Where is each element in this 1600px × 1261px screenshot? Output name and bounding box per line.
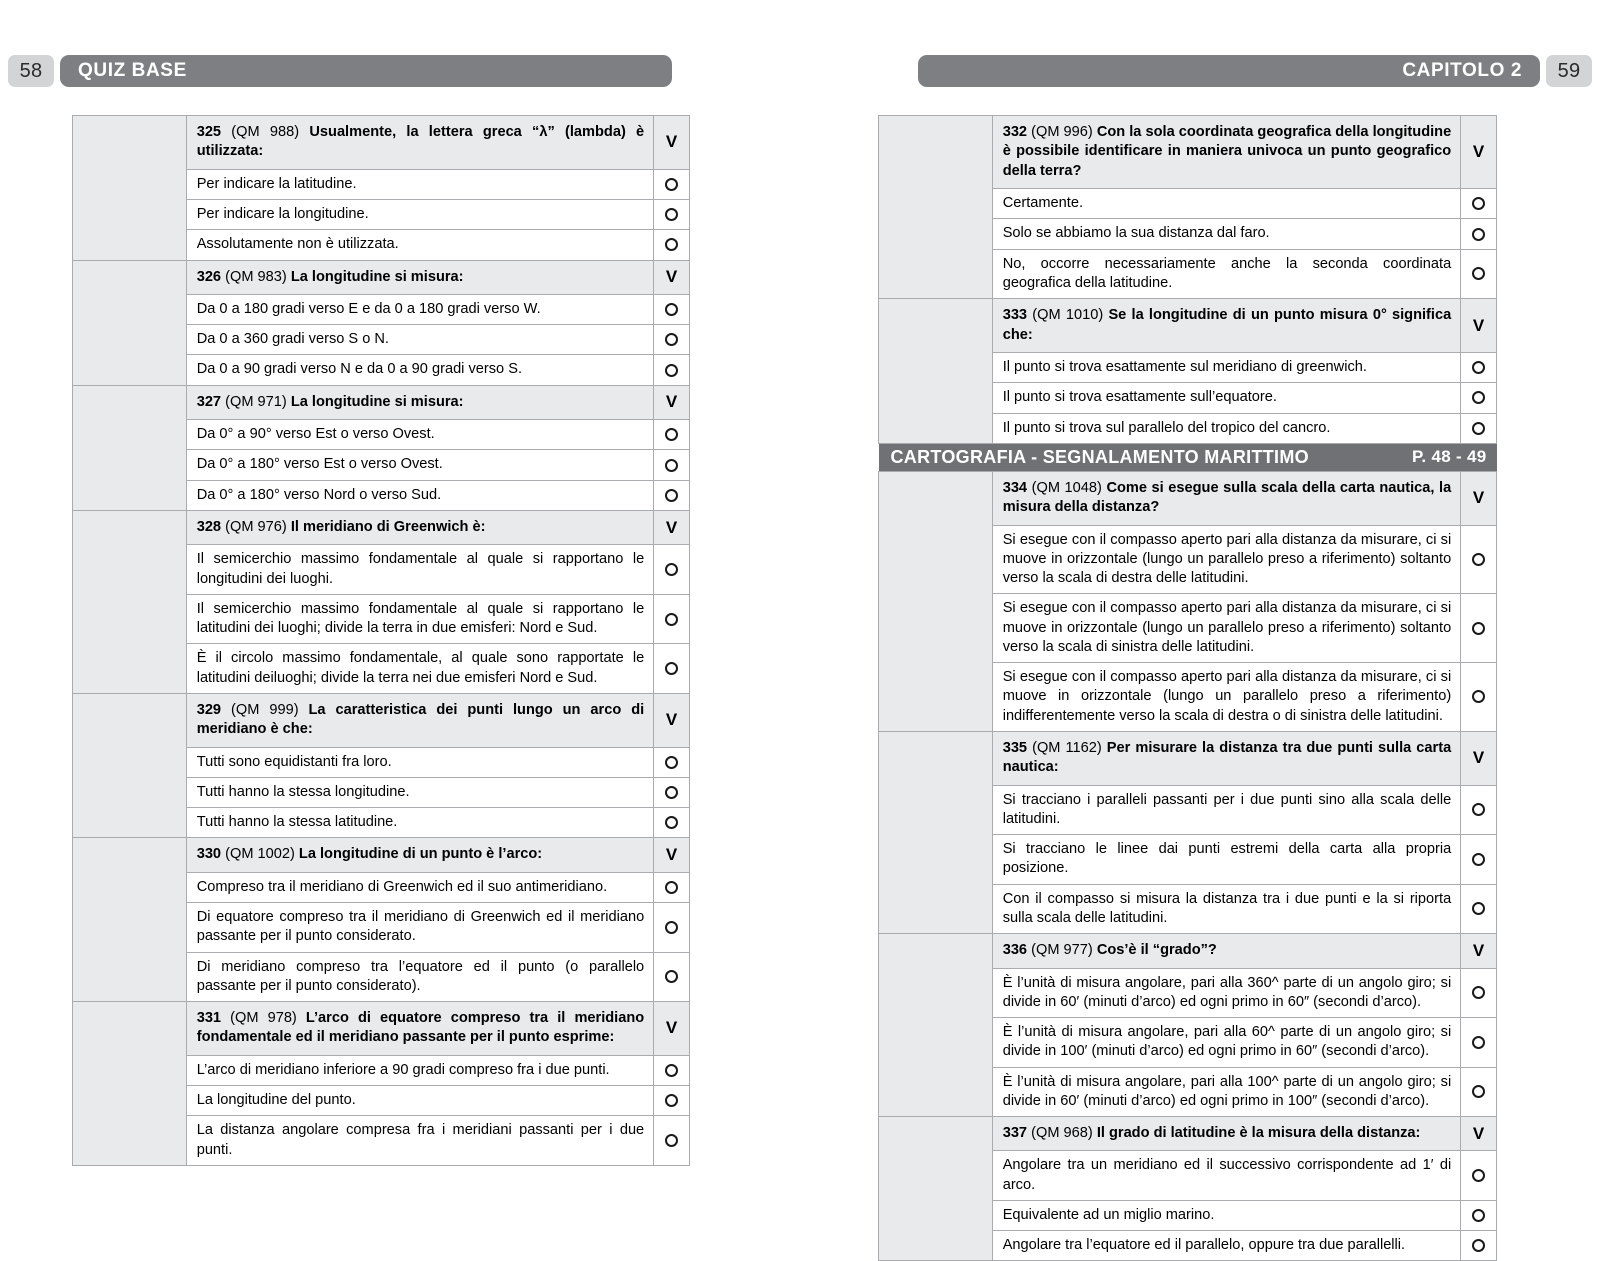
question-code: (QM 978) (221, 1010, 306, 1026)
answer-option-circle[interactable] (1461, 413, 1497, 443)
question-number: 331 (196, 1010, 222, 1026)
answer-option-circle[interactable] (654, 480, 690, 510)
answer-key-marker: V (654, 260, 690, 294)
notes-cell[interactable] (879, 1117, 993, 1261)
question-statement: Con la sola coordinata geografica della longitudine è possibile identificare in maniera univoca un punto geografico della terra? (1002, 124, 1452, 179)
answer-text: Da 0 a 90 gradi verso N e da 0 a 90 gradi verso S. (186, 355, 653, 385)
question-statement: La longitudine si misura: (290, 393, 464, 410)
notes-cell[interactable] (73, 838, 187, 1002)
answer-option-circle[interactable] (1461, 1200, 1497, 1230)
answer-option-circle[interactable] (654, 644, 690, 694)
question-code: (QM 976) (221, 518, 291, 535)
answer-key-marker: V (1461, 299, 1497, 353)
answer-text: Da 0 a 180 gradi verso E e da 0 a 180 gradi verso W. (186, 294, 653, 324)
question-statement: Il meridiano di Greenwich è: (290, 518, 486, 535)
circle-icon[interactable] (665, 364, 678, 377)
question-row (879, 299, 1497, 353)
circle-icon[interactable] (1472, 1169, 1485, 1182)
answer-text: Il punto si trova esattamente sul meridiano di greenwich. (992, 353, 1461, 383)
page-right (800, 0, 1600, 1254)
circle-icon[interactable] (665, 816, 678, 829)
answer-text: Il punto si trova esattamente sull’equatore. (992, 383, 1461, 413)
circle-icon[interactable] (1472, 622, 1485, 635)
folio-right: 59 (1546, 55, 1592, 87)
answer-option-circle[interactable] (654, 1055, 690, 1085)
answer-text: Angolare tra un meridiano ed il successivo corrispondente ad 1′ di arco. (992, 1151, 1461, 1201)
question-text (186, 260, 653, 294)
running-head-left (8, 55, 672, 87)
question-row (879, 731, 1497, 785)
answer-key-marker: V (1461, 471, 1497, 525)
question-code: (QM 971) (221, 393, 291, 410)
question-statement: La caratteristica dei punti lungo un arco di meridiano è che: (196, 701, 645, 738)
circle-icon[interactable] (665, 428, 678, 441)
answer-text: Per indicare la longitudine. (186, 200, 653, 230)
answer-text: È l’unità di misura angolare, pari alla 360^ parte di un angolo giro; si divide in 60′ (minuti d’arco) ed ogni primo in 60″ (secondi d’arco). (992, 968, 1461, 1018)
question-row (879, 934, 1497, 968)
answer-option-circle[interactable] (654, 903, 690, 953)
question-text (186, 385, 653, 419)
question-statement: L’arco di equatore compreso tra il meridiano fondamentale ed il meridiano passante per il punto esprime: (196, 1010, 645, 1046)
question-code: (QM 1010) (1027, 307, 1109, 324)
answer-text: Da 0° a 90° verso Est o verso Ovest. (186, 420, 653, 450)
question-row (73, 116, 690, 170)
answer-option-circle[interactable] (654, 952, 690, 1002)
question-statement: La longitudine si misura: (290, 268, 464, 285)
question-text (992, 731, 1461, 785)
circle-icon[interactable] (665, 613, 678, 626)
answer-key-marker: V (654, 385, 690, 419)
answer-option-circle[interactable] (1461, 249, 1497, 299)
answer-text: L’arco di meridiano inferiore a 90 gradi compreso fra i due punti. (186, 1055, 653, 1085)
question-number: 332 (1002, 124, 1028, 140)
notes-cell[interactable] (73, 693, 187, 838)
answer-option-circle[interactable] (1461, 594, 1497, 663)
circle-icon[interactable] (1472, 986, 1485, 999)
notes-cell[interactable] (73, 385, 187, 510)
question-row (73, 260, 690, 294)
question-row (73, 693, 690, 747)
section-title: CARTOGRAFIA - SEGNALAMENTO MARITTIMO (890, 446, 1309, 467)
notes-cell[interactable] (879, 934, 993, 1117)
question-text (992, 1117, 1461, 1151)
circle-icon[interactable] (665, 178, 678, 191)
question-text (186, 1002, 653, 1056)
quiz-body-left (73, 116, 690, 1166)
answer-option-circle[interactable] (1461, 785, 1497, 835)
question-text (186, 838, 653, 872)
answer-option-circle[interactable] (1461, 968, 1497, 1018)
answer-text: Da 0 a 360 gradi verso S o N. (186, 325, 653, 355)
answer-text: È l’unità di misura angolare, pari alla 100^ parte di un angolo giro; si divide in 60′ (minuti d’arco) ed ogni primo in 100″ (secondi d’arco). (992, 1067, 1461, 1117)
answer-text: Assolutamente non è utilizzata. (186, 230, 653, 260)
answer-key-marker: V (1461, 934, 1497, 968)
answer-option-circle[interactable] (1461, 663, 1497, 732)
question-code: (QM 1002) (221, 846, 299, 863)
circle-icon[interactable] (1472, 228, 1485, 241)
answer-option-circle[interactable] (1461, 525, 1497, 594)
question-code: (QM 1048) (1027, 479, 1107, 496)
answer-text: Equivalente ad un miglio marino. (992, 1200, 1461, 1230)
question-statement: Cos’è il “grado”? (1096, 942, 1217, 959)
question-row (73, 510, 690, 544)
answer-option-circle[interactable] (1461, 219, 1497, 249)
circle-icon[interactable] (665, 970, 678, 983)
answer-option-circle[interactable] (654, 594, 690, 644)
question-number: 326 (196, 268, 222, 285)
circle-icon[interactable] (665, 459, 678, 472)
answer-text: Di equatore compreso tra il meridiano di Greenwich ed il meridiano passante per il punto considerato. (186, 903, 653, 953)
question-code: (QM 996) (1027, 124, 1097, 140)
circle-icon[interactable] (665, 1064, 678, 1077)
answer-option-circle[interactable] (654, 420, 690, 450)
answer-option-circle[interactable] (654, 294, 690, 324)
quiz-body-right (879, 116, 1497, 1261)
answer-text: Tutti hanno la stessa latitudine. (186, 808, 653, 838)
quiz-table-left (72, 115, 690, 1166)
circle-icon[interactable] (1472, 902, 1485, 915)
answer-key-marker: V (1461, 731, 1497, 785)
notes-cell[interactable] (879, 299, 993, 444)
question-number: 325 (196, 124, 222, 140)
running-head-title-right: CAPITOLO 2 (918, 55, 1540, 87)
circle-icon[interactable] (1472, 422, 1485, 435)
question-number: 337 (1002, 1125, 1028, 1142)
question-code: (QM 999) (221, 701, 309, 718)
question-text (186, 116, 653, 170)
question-statement: Come si esegue sulla scala della carta nautica, la misura della distanza? (1002, 479, 1452, 516)
question-statement: Per misurare la distanza tra due punti sulla carta nautica: (1002, 739, 1452, 776)
running-head-title-left: QUIZ BASE (60, 55, 672, 87)
notes-cell[interactable] (73, 1002, 187, 1166)
answer-option-circle[interactable] (1461, 1231, 1497, 1261)
answer-text: Il semicerchio massimo fondamentale al quale si rapportano le latitudini dei luoghi; divide la terra in due emisferi: Nord e Sud. (186, 594, 653, 644)
circle-icon[interactable] (1472, 690, 1485, 703)
question-number: 330 (196, 846, 222, 863)
notes-cell[interactable] (73, 510, 187, 693)
circle-icon[interactable] (665, 921, 678, 934)
notes-cell[interactable] (879, 116, 993, 299)
question-number: 327 (196, 393, 222, 410)
answer-option-circle[interactable] (654, 1116, 690, 1166)
section-header-bar (879, 444, 1497, 471)
circle-icon[interactable] (1472, 1036, 1485, 1049)
answer-option-circle[interactable] (654, 1086, 690, 1116)
answer-text: Tutti sono equidistanti fra loro. (186, 747, 653, 777)
answer-option-circle[interactable] (654, 545, 690, 595)
answer-text: No, occorre necessariamente anche la seconda coordinata geografica della latitudine. (992, 249, 1461, 299)
circle-icon[interactable] (665, 563, 678, 576)
answer-option-circle[interactable] (1461, 1151, 1497, 1201)
circle-icon[interactable] (1472, 1085, 1485, 1098)
question-code: (QM 977) (1027, 942, 1097, 959)
answer-text: Si esegue con il compasso aperto pari alla distanza da misurare, ci si muove in orizzontale (lungo un parallelo preso a riferimento) soltanto verso la scala di destra delle latitudini. (992, 525, 1461, 594)
question-row (73, 838, 690, 872)
circle-icon[interactable] (1472, 361, 1485, 374)
question-statement: Se la longitudine di un punto misura 0° significa che: (1002, 307, 1452, 343)
question-code: (QM 1162) (1027, 739, 1107, 756)
section-header-cell (879, 443, 1497, 471)
circle-icon[interactable] (665, 303, 678, 316)
question-number: 334 (1002, 479, 1028, 496)
answer-option-circle[interactable] (1461, 1018, 1497, 1068)
question-statement: La longitudine di un punto è l’arco: (298, 846, 543, 863)
answer-option-circle[interactable] (654, 355, 690, 385)
circle-icon[interactable] (665, 756, 678, 769)
circle-icon[interactable] (1472, 853, 1485, 866)
question-row (879, 1117, 1497, 1151)
circle-icon[interactable] (665, 238, 678, 251)
circle-icon[interactable] (665, 333, 678, 346)
quiz-table-right (878, 115, 1497, 1261)
answer-option-circle[interactable] (654, 872, 690, 902)
circle-icon[interactable] (1472, 1239, 1485, 1252)
question-text (992, 934, 1461, 968)
answer-option-circle[interactable] (654, 450, 690, 480)
answer-text: Si tracciano i paralleli passanti per i due punti sino alla scala delle latitudini. (992, 785, 1461, 835)
question-row (73, 1002, 690, 1056)
circle-icon[interactable] (665, 1134, 678, 1147)
answer-text: Da 0° a 180° verso Est o verso Ovest. (186, 450, 653, 480)
answer-text: Di meridiano compreso tra l’equatore ed il punto (o parallelo passante per il punto considerato). (186, 952, 653, 1002)
answer-text: Il punto si trova sul parallelo del tropico del cancro. (992, 413, 1461, 443)
answer-text: È l’unità di misura angolare, pari alla 60^ parte di un angolo giro; si divide in 100′ (minuti d’arco) ed ogni primo in 60″ (secondi d’arco). (992, 1018, 1461, 1068)
question-text (186, 510, 653, 544)
notes-cell[interactable] (879, 731, 993, 933)
folio-left: 58 (8, 55, 54, 87)
answer-text: Certamente. (992, 189, 1461, 219)
circle-icon[interactable] (665, 786, 678, 799)
answer-text: Per indicare la latitudine. (186, 169, 653, 199)
question-code: (QM 968) (1027, 1125, 1097, 1142)
answer-text: Con il compasso si misura la distanza tra i due punti e la si riporta sulla scala delle latitudini. (992, 884, 1461, 934)
answer-option-circle[interactable] (1461, 884, 1497, 934)
answer-option-circle[interactable] (654, 325, 690, 355)
answer-text: La longitudine del punto. (186, 1086, 653, 1116)
answer-text: Si tracciano le linee dai punti estremi della carta alla propria posizione. (992, 835, 1461, 885)
question-number: 336 (1002, 942, 1028, 959)
answer-text: La distanza angolare compresa fra i meridiani passanti per i due punti. (186, 1116, 653, 1166)
question-row (879, 471, 1497, 525)
notes-cell[interactable] (73, 116, 187, 261)
notes-cell[interactable] (879, 471, 993, 731)
answer-option-circle[interactable] (654, 777, 690, 807)
answer-option-circle[interactable] (654, 747, 690, 777)
running-head-right (918, 55, 1592, 87)
answer-key-marker: V (654, 116, 690, 170)
answer-text: Il semicerchio massimo fondamentale al quale si rapportano le longitudini dei luoghi. (186, 545, 653, 595)
answer-option-circle[interactable] (1461, 1067, 1497, 1117)
answer-option-circle[interactable] (654, 200, 690, 230)
answer-key-marker: V (654, 838, 690, 872)
question-text (992, 471, 1461, 525)
question-row (879, 116, 1497, 189)
circle-icon[interactable] (665, 489, 678, 502)
circle-icon[interactable] (665, 208, 678, 221)
answer-key-marker: V (654, 510, 690, 544)
answer-option-circle[interactable] (654, 169, 690, 199)
question-number: 335 (1002, 739, 1028, 756)
circle-icon[interactable] (1472, 391, 1485, 404)
circle-icon[interactable] (665, 1094, 678, 1107)
answer-option-circle[interactable] (1461, 189, 1497, 219)
answer-text: Angolare tra l’equatore ed il parallelo, oppure tra due parallelli. (992, 1231, 1461, 1261)
answer-option-circle[interactable] (1461, 383, 1497, 413)
answer-option-circle[interactable] (1461, 835, 1497, 885)
answer-text: Solo se abbiamo la sua distanza dal faro. (992, 219, 1461, 249)
section-header-row (879, 443, 1497, 471)
circle-icon[interactable] (1472, 803, 1485, 816)
question-code: (QM 988) (221, 124, 310, 140)
question-code: (QM 983) (221, 268, 291, 285)
section-page-range: P. 48 - 49 (1411, 447, 1487, 467)
question-row (73, 385, 690, 419)
answer-text: Da 0° a 180° verso Nord o verso Sud. (186, 480, 653, 510)
question-statement: Usualmente, la lettera greca “λ” (lambda) è utilizzata: (196, 124, 645, 160)
answer-text: Si esegue con il compasso aperto pari alla distanza da misurare, ci si muove in orizzontale (lungo un parallelo preso a riferimento) soltanto verso la scala di sinistra delle latitudini. (992, 594, 1461, 663)
answer-key-marker: V (1461, 116, 1497, 189)
question-text (186, 693, 653, 747)
circle-icon[interactable] (1472, 1209, 1485, 1222)
circle-icon[interactable] (1472, 553, 1485, 566)
circle-icon[interactable] (1472, 197, 1485, 210)
answer-text: Si esegue con il compasso aperto pari alla distanza da misurare, ci si muove in orizzontale (lungo un parallelo preso a riferimento) indifferentemente verso la scala di destra o di sinistra delle latitudini. (992, 663, 1461, 732)
notes-cell[interactable] (73, 260, 187, 385)
question-text (992, 116, 1461, 189)
answer-text: Compreso tra il meridiano di Greenwich ed il suo antimeridiano. (186, 872, 653, 902)
question-number: 328 (196, 518, 222, 535)
question-number: 329 (196, 701, 222, 718)
circle-icon[interactable] (665, 881, 678, 894)
answer-option-circle[interactable] (654, 808, 690, 838)
answer-text: È il circolo massimo fondamentale, al quale sono rapportate le latitudini deiluoghi; divide la terra nei due emisferi Nord e Sud. (186, 644, 653, 694)
answer-text: Tutti hanno la stessa longitudine. (186, 777, 653, 807)
answer-option-circle[interactable] (1461, 353, 1497, 383)
question-text (992, 299, 1461, 353)
answer-option-circle[interactable] (654, 230, 690, 260)
page-left (0, 0, 800, 1158)
circle-icon[interactable] (1472, 267, 1485, 280)
answer-key-marker: V (1461, 1117, 1497, 1151)
question-number: 333 (1002, 307, 1028, 324)
answer-key-marker: V (654, 1002, 690, 1056)
question-statement: Il grado di latitudine è la misura della distanza: (1096, 1125, 1421, 1142)
circle-icon[interactable] (665, 662, 678, 675)
answer-key-marker: V (654, 693, 690, 747)
